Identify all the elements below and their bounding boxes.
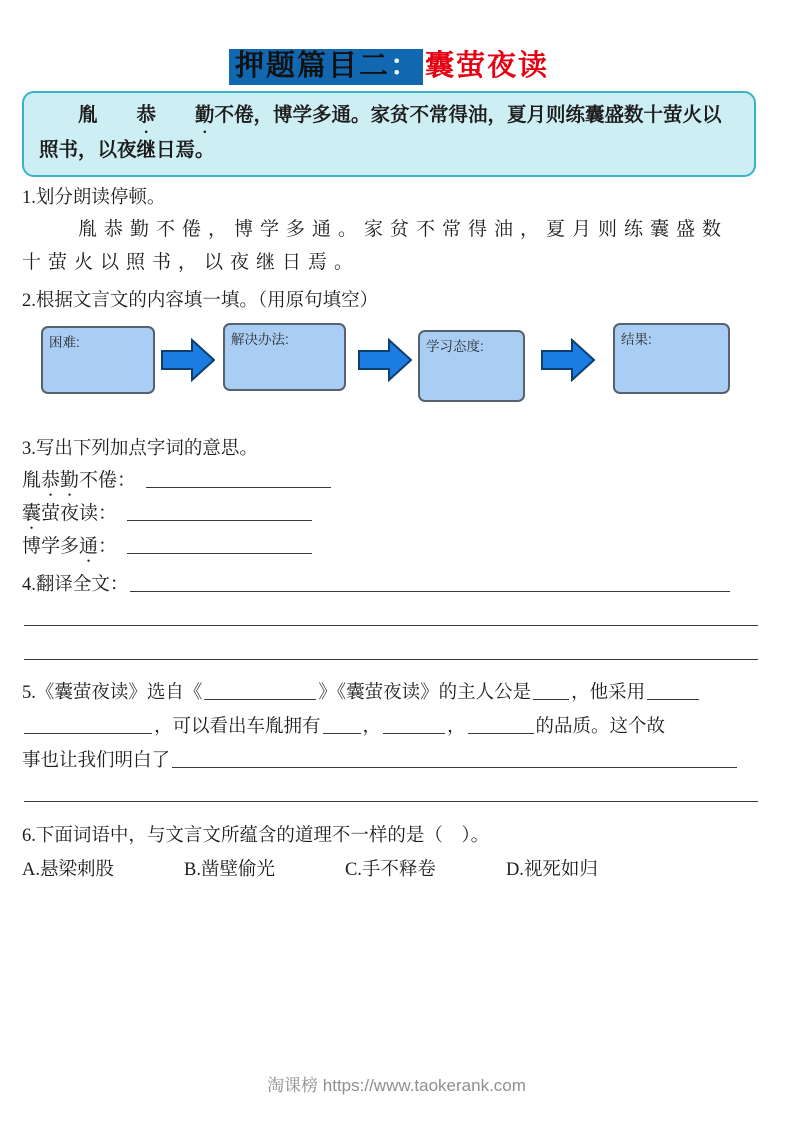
emphasized-char: 勤 [195, 104, 215, 126]
question-1-line-1[interactable]: 胤恭勤不倦，博学多通。家贫不常得油，夏月则练囊盛数 [78, 218, 729, 240]
question-4-line: 4.翻译全文： [22, 568, 756, 602]
answer-blank[interactable] [468, 714, 534, 733]
question-3-row: 博学多通： [22, 530, 756, 563]
flow-box-difficulty[interactable] [41, 326, 155, 394]
option-b[interactable]: B.凿壁偷光 [184, 860, 275, 881]
answer-blank[interactable] [24, 606, 758, 625]
question-6-options [22, 854, 756, 886]
question-6-heading: 6.下面词语中，与文言文所蕴含的道理不一样的是（ ）。 [22, 825, 490, 846]
answer-blank[interactable] [24, 714, 152, 733]
answer-blank[interactable] [24, 782, 758, 801]
footer-watermark: 淘课榜 https://www.taokerank.com [267, 1076, 526, 1095]
arrow-right-icon [358, 338, 412, 382]
arrow-right-icon [541, 338, 595, 382]
answer-blank[interactable] [127, 534, 312, 554]
emphasized-char: 通 [79, 535, 99, 557]
flow-box-attitude-label: 学习态度: [426, 338, 484, 354]
answer-blank[interactable] [533, 680, 569, 699]
passage-text: 胤 恭 勤不倦，博学多通。家贫不常得油，夏月则练囊盛数十萤火以照书，以夜继日焉。 [39, 98, 739, 168]
question-3-row: 囊萤夜读： [22, 497, 756, 530]
option-a[interactable]: A.悬梁刺股 [22, 860, 114, 881]
title-highlighted: 押题篇目二： [229, 49, 423, 85]
flow-box-result-label: 结果: [621, 331, 652, 347]
answer-blank[interactable] [172, 748, 737, 767]
flow-box-result[interactable] [613, 323, 730, 394]
flow-box-attitude[interactable] [418, 330, 525, 402]
answer-blank[interactable] [647, 680, 699, 699]
flowchart [22, 323, 756, 411]
question-4-rule [22, 636, 756, 670]
question-1-line-2[interactable]: 十萤火以照书，以夜继日焉。 [22, 252, 361, 274]
answer-blank[interactable] [323, 714, 361, 733]
title-accent: 囊萤夜读 [425, 50, 550, 82]
answer-blank[interactable] [127, 501, 312, 521]
question-3-heading: 3.写出下列加点字词的意思。 [22, 438, 258, 459]
emphasized-char: 恭 [136, 104, 157, 126]
answer-blank[interactable] [146, 468, 331, 488]
answer-blank[interactable] [204, 680, 316, 699]
question-5-line: 5.《囊萤夜读》选自《 》《囊萤夜读》的主人公是 ，他采用 [22, 676, 756, 710]
question-1-heading: 1.划分朗读停顿。 [22, 187, 166, 208]
question-5-line: ，可以看出车胤拥有 ， ， 的品质。这个故 [22, 710, 756, 744]
arrow-right-icon [161, 338, 215, 382]
question-5-line: 事也让我们明白了 [22, 744, 756, 778]
answer-blank[interactable] [24, 640, 758, 659]
flow-box-difficulty-label: 困难: [49, 334, 80, 350]
title-colon: ： [389, 50, 421, 82]
flow-box-solution[interactable] [223, 323, 346, 391]
page-title [22, 48, 756, 86]
emphasized-char: 囊 [22, 502, 42, 524]
question-2-heading: 2.根据文言文的内容填一填。（用原句填空） [22, 291, 379, 312]
option-c[interactable]: C.手不释卷 [344, 860, 436, 881]
question-3-row: 胤恭勤不倦： [22, 464, 756, 497]
question-4-rule [22, 602, 756, 636]
emphasized-char: 恭 [41, 469, 61, 491]
option-d[interactable]: D.视死如归 [505, 860, 598, 881]
flow-box-solution-label: 解决办法: [231, 331, 289, 347]
answer-blank[interactable] [130, 572, 730, 591]
emphasized-char: 勤 [60, 469, 80, 491]
passage-box [22, 91, 756, 177]
answer-blank[interactable] [383, 714, 445, 733]
question-5-rule [22, 778, 756, 812]
